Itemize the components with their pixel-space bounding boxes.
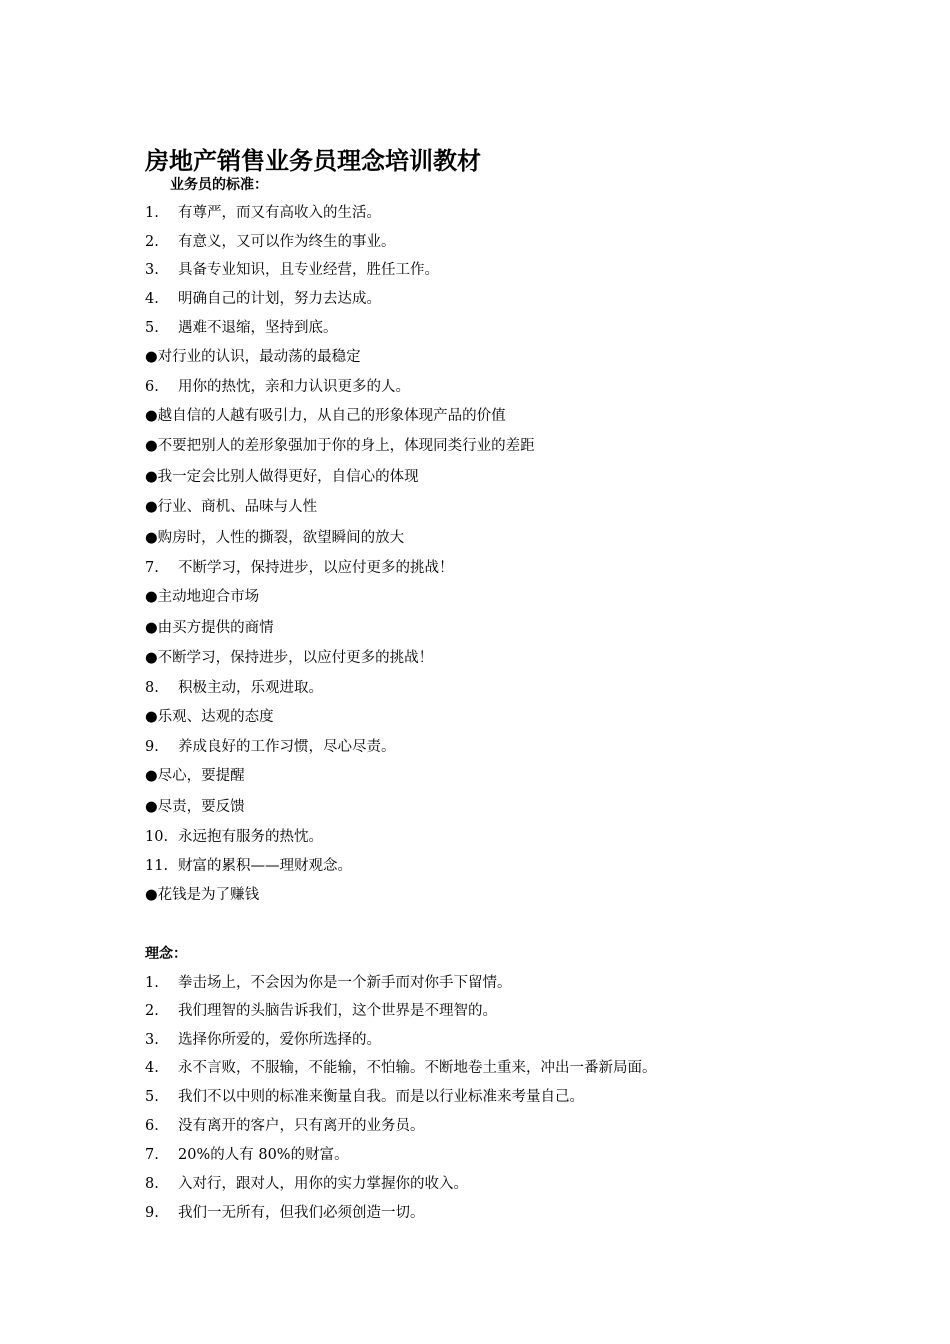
bullet-item xyxy=(145,587,259,607)
item-text: 尽责，要反馈 xyxy=(157,799,245,815)
bullet-item xyxy=(145,347,361,367)
bullet-icon: ● xyxy=(145,469,158,485)
item-number: 2. xyxy=(145,1003,159,1019)
item-text: 选择你所爱的，爱你所选择的。 xyxy=(178,1032,381,1048)
numbered-item xyxy=(145,1001,497,1021)
item-text: 20%的人有 80%的财富。 xyxy=(178,1147,349,1163)
bullet-item xyxy=(145,707,274,727)
numbered-item xyxy=(145,203,381,223)
numbered-item xyxy=(145,260,439,280)
bullet-item xyxy=(145,766,245,786)
numbered-item xyxy=(145,1087,584,1107)
item-text: 永不言败，不服输，不能输，不怕输。不断地卷土重来，冲出一番新局面。 xyxy=(178,1060,657,1076)
numbered-item xyxy=(145,318,338,338)
item-text: 尽心，要提醒 xyxy=(157,768,245,784)
item-text: 越自信的人越有吸引力，从自己的形象体现产品的价值 xyxy=(157,408,506,424)
bullet-icon: ● xyxy=(145,408,158,424)
item-number: 4. xyxy=(145,291,159,307)
item-number: 8. xyxy=(145,680,159,696)
bullet-item xyxy=(145,648,433,668)
document-title: 房地产销售业务员理念培训教材 xyxy=(145,146,481,175)
item-text: 入对行，跟对人，用你的实力掌握你的收入。 xyxy=(178,1176,468,1192)
item-number: 6. xyxy=(145,379,159,395)
item-text: 我们一无所有，但我们必须创造一切。 xyxy=(178,1205,425,1221)
numbered-item xyxy=(145,1116,425,1136)
numbered-item xyxy=(145,558,454,578)
bullet-icon: ● xyxy=(145,438,158,454)
numbered-item xyxy=(145,289,381,309)
item-text: 对行业的认识，最动荡的最稳定 xyxy=(157,349,361,365)
item-text: 花钱是为了赚钱 xyxy=(157,887,260,903)
concepts-heading: 理念： xyxy=(145,946,187,962)
item-number: 1. xyxy=(145,975,159,991)
item-text: 拳击场上，不会因为你是一个新手而对你手下留情。 xyxy=(178,975,512,991)
item-number: 9. xyxy=(145,1205,159,1221)
bullet-item xyxy=(145,618,274,638)
item-number: 10. xyxy=(145,829,169,845)
bullet-item xyxy=(145,885,259,905)
numbered-item xyxy=(145,737,396,757)
numbered-item xyxy=(145,1030,381,1050)
numbered-item xyxy=(145,1058,657,1078)
item-text: 具备专业知识，且专业经营，胜任工作。 xyxy=(178,262,439,278)
standards-heading: 业务员的标准： xyxy=(170,177,268,193)
item-text: 不断学习，保持进步，以应付更多的挑战！ xyxy=(157,650,434,666)
item-number: 5. xyxy=(145,1089,159,1105)
item-number: 5. xyxy=(145,320,159,336)
item-text: 行业、商机、品味与人性 xyxy=(157,499,318,515)
bullet-icon: ● xyxy=(145,589,158,605)
item-number: 9. xyxy=(145,739,159,755)
item-text: 主动地迎合市场 xyxy=(157,589,260,605)
item-number: 7. xyxy=(145,1147,159,1163)
numbered-item xyxy=(145,232,396,252)
item-number: 6. xyxy=(145,1118,159,1134)
bullet-item xyxy=(145,797,245,817)
bullet-item xyxy=(145,406,506,426)
item-text: 明确自己的计划，努力去达成。 xyxy=(178,291,381,307)
item-text: 乐观、达观的态度 xyxy=(157,709,274,725)
bullet-icon: ● xyxy=(145,887,158,903)
item-text: 不断学习，保持进步，以应付更多的挑战！ xyxy=(178,560,454,576)
numbered-item xyxy=(145,827,323,847)
bullet-icon: ● xyxy=(145,620,158,636)
bullet-item xyxy=(145,497,317,517)
bullet-icon: ● xyxy=(145,768,158,784)
item-text: 用你的热忱，亲和力认识更多的人。 xyxy=(178,379,410,395)
numbered-item xyxy=(145,1174,468,1194)
numbered-item xyxy=(145,1145,349,1165)
bullet-item xyxy=(145,436,535,456)
item-number: 11. xyxy=(145,858,169,874)
item-text: 由买方提供的商情 xyxy=(157,620,274,636)
numbered-item xyxy=(145,1203,425,1223)
numbered-item xyxy=(145,377,410,397)
numbered-item xyxy=(145,856,352,876)
item-number: 3. xyxy=(145,1032,159,1048)
bullet-icon: ● xyxy=(145,650,158,666)
item-text: 我一定会比别人做得更好，自信心的体现 xyxy=(157,469,419,485)
item-text: 积极主动，乐观进取。 xyxy=(178,680,323,696)
item-number: 8. xyxy=(145,1176,159,1192)
item-text: 财富的累积——理财观念。 xyxy=(178,858,352,874)
item-text: 购房时，人性的撕裂，欲望瞬间的放大 xyxy=(157,530,405,546)
item-text: 有意义，又可以作为终生的事业。 xyxy=(178,234,396,250)
item-text: 不要把别人的差形象强加于你的身上，体现同类行业的差距 xyxy=(157,438,535,454)
item-number: 2. xyxy=(145,234,159,250)
item-number: 7. xyxy=(145,560,159,576)
item-text: 养成良好的工作习惯，尽心尽责。 xyxy=(178,739,396,755)
item-text: 我们理智的头脑告诉我们，这个世界是不理智的。 xyxy=(178,1003,497,1019)
item-number: 4. xyxy=(145,1060,159,1076)
bullet-icon: ● xyxy=(145,709,158,725)
item-text: 我们不以中则的标准来衡量自我。而是以行业标准来考量自己。 xyxy=(178,1089,584,1105)
item-text: 没有离开的客户，只有离开的业务员。 xyxy=(178,1118,425,1134)
numbered-item xyxy=(145,678,323,698)
bullet-item xyxy=(145,528,404,548)
item-text: 遇难不退缩，坚持到底。 xyxy=(178,320,338,336)
item-number: 3. xyxy=(145,262,159,278)
item-text: 永远抱有服务的热忱。 xyxy=(178,829,323,845)
bullet-icon: ● xyxy=(145,530,158,546)
bullet-icon: ● xyxy=(145,499,158,515)
numbered-item xyxy=(145,973,512,993)
item-number: 1. xyxy=(145,205,159,221)
bullet-icon: ● xyxy=(145,799,158,815)
bullet-item xyxy=(145,467,419,487)
item-text: 有尊严，而又有高收入的生活。 xyxy=(178,205,381,221)
bullet-icon: ● xyxy=(145,349,158,365)
